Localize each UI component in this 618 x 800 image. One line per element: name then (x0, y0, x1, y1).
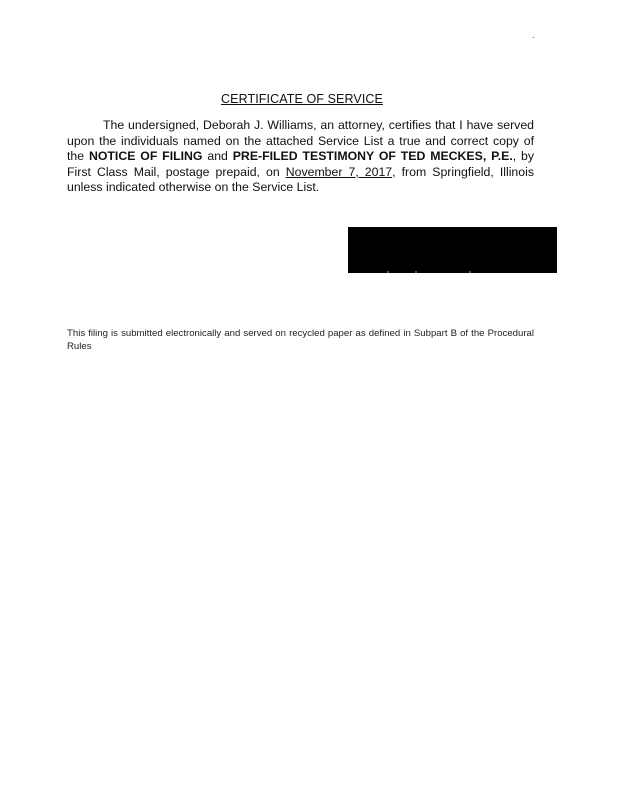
closing-text: from Springfield, Illinois unless indicated otherwise on the Service List. (67, 164, 534, 194)
signature-residue (385, 271, 470, 274)
notice-of-filing-title: NOTICE OF FILING (88, 149, 203, 163)
signature-redaction-box (348, 227, 557, 273)
corner-mark: . (532, 30, 535, 40)
certification-paragraph (67, 118, 534, 196)
service-method-text: , by First Class Mail, postage prepaid, on (67, 149, 535, 179)
intro-text: The undersigned, Deborah J. Williams, an attorney, certifies that I have served upon the individuals named on the attached Service List a true and correct copy of the (67, 118, 534, 163)
conjunction-text: and (202, 149, 233, 163)
document-title: CERTIFICATE OF SERVICE (221, 92, 383, 106)
testimony-title: PRE-FILED TESTIMONY OF TED MECKES, P.E. (232, 149, 513, 163)
service-date: November 7, 2017, (285, 164, 396, 179)
recycled-paper-note: This filing is submitted electronically and served on recycled paper as defined in Subpart B of the Procedural Rules (67, 328, 534, 352)
